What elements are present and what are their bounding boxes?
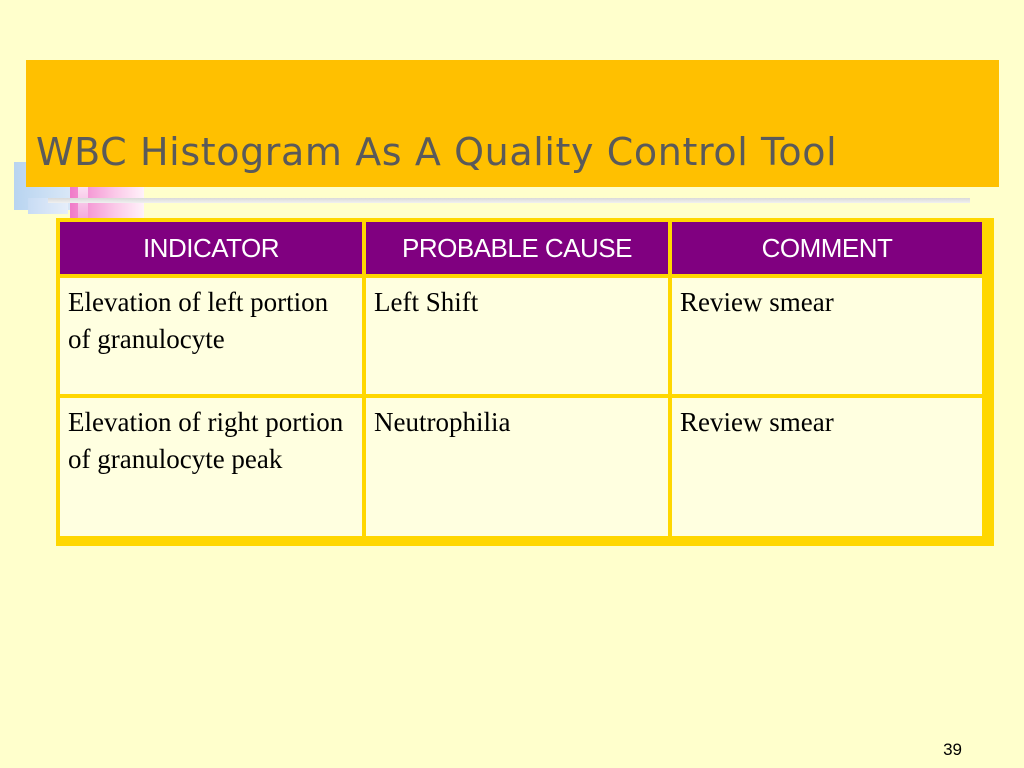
table-row [60, 278, 982, 394]
table-container [56, 218, 994, 546]
cell-probable-cause: Neutrophilia [366, 398, 668, 536]
table-row [60, 398, 982, 536]
header-comment: COMMENT [672, 222, 982, 274]
header-probable-cause: PROBABLE CAUSE [366, 222, 668, 274]
slide-number: 39 [943, 740, 962, 759]
cell-indicator: Elevation of right portion of granulocyte peak [60, 398, 362, 536]
table-header-row [60, 222, 982, 274]
cell-indicator: Elevation of left portion of granulocyte [60, 278, 362, 394]
header-indicator: INDICATOR [60, 222, 362, 274]
title-underline [48, 198, 970, 203]
cell-comment: Review smear [672, 278, 982, 394]
indicator-table [56, 218, 986, 540]
cell-probable-cause: Left Shift [366, 278, 668, 394]
slide-title: WBC Histogram As A Quality Control Tool [36, 130, 838, 174]
cell-comment: Review smear [672, 398, 982, 536]
